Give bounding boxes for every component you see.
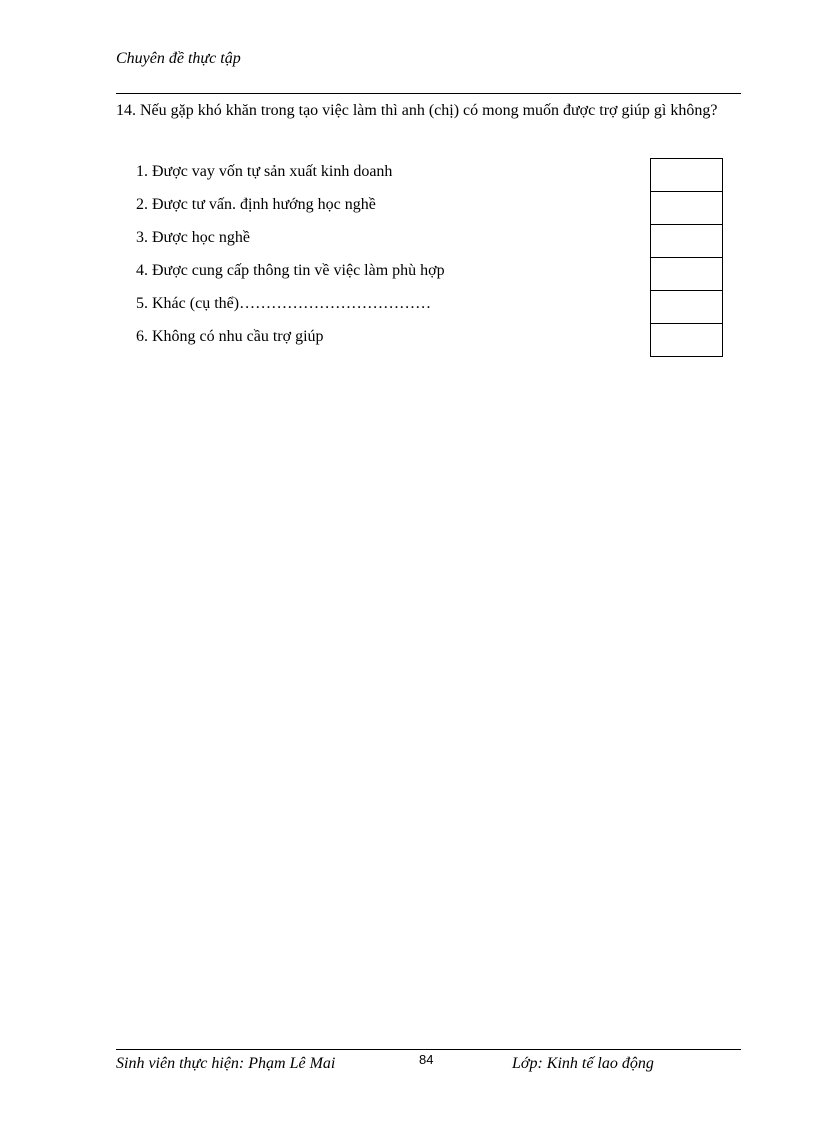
footer-rule [116,1049,741,1050]
option-label: 5. Khác (cụ thể)……………………………… [136,295,432,312]
option-label: 4. Được cung cấp thông tin về việc làm phù hợp [136,262,445,279]
question-text: 14. Nếu gặp khó khăn trong tạo việc làm thì anh (chị) có mong muốn được trợ giúp gì không? [116,102,718,119]
option-label: 6. Không có nhu cầu trợ giúp [136,328,324,345]
option-checkbox[interactable] [650,257,723,290]
page-header-title: Chuyên đề thực tập [116,50,241,67]
footer-class: Lớp: Kinh tế lao động [512,1055,654,1072]
checkbox-column [650,158,722,357]
header-rule [116,93,741,94]
option-checkbox[interactable] [650,290,723,323]
page-number: 84 [419,1052,434,1067]
option-list [136,155,445,353]
option-checkbox[interactable] [650,191,723,224]
option-label: 1. Được vay vốn tự sản xuất kinh doanh [136,163,393,180]
option-checkbox[interactable] [650,224,723,257]
option-label: 3. Được học nghề [136,229,250,246]
option-checkbox[interactable] [650,158,723,191]
option-label: 2. Được tư vấn. định hướng học nghề [136,196,376,213]
footer-student: Sinh viên thực hiện: Phạm Lê Mai [116,1055,336,1072]
option-checkbox[interactable] [650,323,723,357]
